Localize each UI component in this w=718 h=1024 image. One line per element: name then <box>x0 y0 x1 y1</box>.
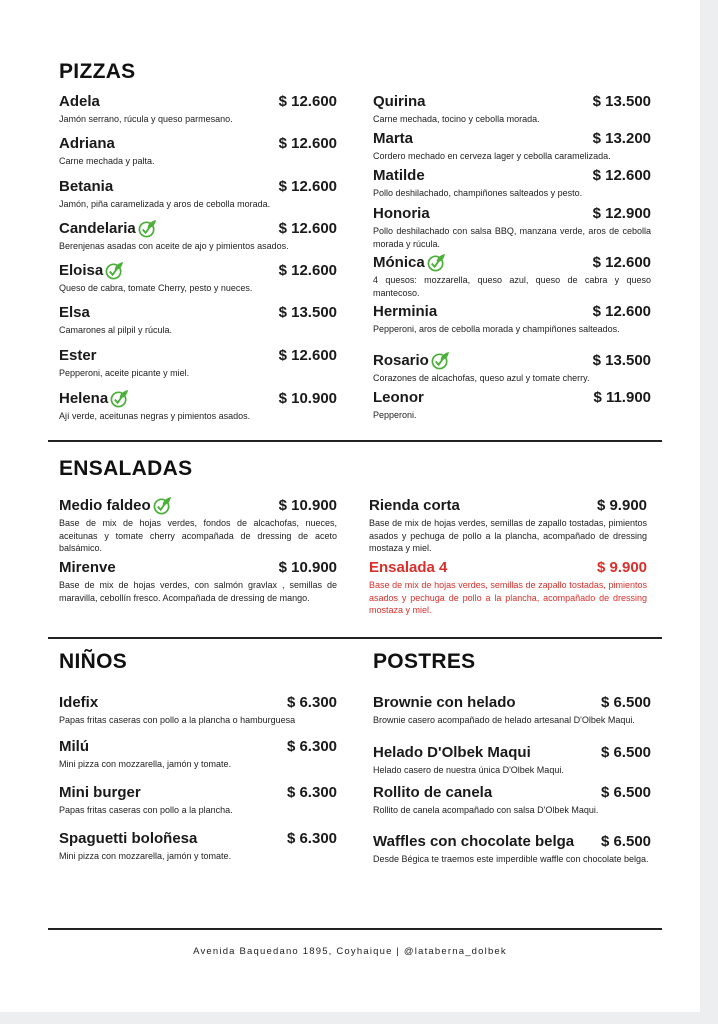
menu-item-header <box>369 496 647 514</box>
item-price: $ 6.300 <box>286 829 337 847</box>
item-name-wrap <box>373 389 424 406</box>
item-name-wrap <box>59 830 197 847</box>
menu-item <box>59 496 337 555</box>
menu-item <box>373 129 651 163</box>
menu-item <box>59 737 337 771</box>
item-name-wrap <box>373 303 437 320</box>
item-price: $ 12.600 <box>592 166 651 184</box>
menu-item-header <box>369 558 647 576</box>
item-name: Betania <box>59 177 114 195</box>
menu-item <box>369 558 647 617</box>
item-description: Papas fritas caseras con pollo a la plancha o hamburguesa <box>59 715 296 725</box>
menu-item <box>373 693 651 727</box>
item-price: $ 10.900 <box>278 558 337 576</box>
item-description: Cordero mechado en cerveza lager y cebolla caramelizada. <box>373 151 611 161</box>
menu-item-header <box>59 693 337 711</box>
item-name-wrap <box>373 167 425 184</box>
item-price: $ 12.600 <box>278 346 337 364</box>
item-name-wrap <box>369 559 447 576</box>
menu-item-header <box>59 303 337 321</box>
menu-item <box>373 388 651 422</box>
menu-item-header <box>59 92 337 110</box>
item-name: Marta <box>373 129 414 147</box>
item-description: Desde Bégica te traemos este imperdible waffle con chocolate belga. <box>373 854 649 864</box>
item-name-wrap <box>373 130 413 147</box>
item-description: Mini pizza con mozzarella, jamón y tomate. <box>59 759 232 769</box>
section-title-postres: POSTRES <box>373 650 476 673</box>
menu-item <box>59 134 337 168</box>
item-description: Corazones de alcachofas, queso azul y tomate cherry. <box>373 373 590 383</box>
menu-item <box>373 832 651 866</box>
item-name-wrap <box>59 347 97 364</box>
menu-item <box>373 743 651 777</box>
menu-item-header <box>373 92 651 110</box>
menu-item <box>59 92 337 126</box>
leaf-check-icon <box>110 389 129 408</box>
item-name-wrap <box>59 93 100 110</box>
item-name-wrap <box>59 178 113 195</box>
item-name-wrap <box>369 497 460 514</box>
leaf-check-icon <box>431 351 450 370</box>
menu-item <box>369 496 647 555</box>
item-description: Camarones al pilpil y rúcula. <box>59 325 173 335</box>
menu-item-header <box>59 261 337 279</box>
item-price: $ 12.600 <box>278 92 337 110</box>
item-description: Mini pizza con mozzarella, jamón y tomate. <box>59 851 232 861</box>
item-name: Matilde <box>373 166 425 184</box>
menu-item <box>373 166 651 200</box>
item-description: Pepperoni, aceite picante y miel. <box>59 368 190 378</box>
item-name: Mónica <box>373 253 425 271</box>
item-name: Helena <box>59 389 109 407</box>
item-description: Berenjenas asadas con aceite de ajo y pimientos asados. <box>59 241 289 251</box>
item-name: Rienda corta <box>369 496 460 514</box>
item-name-wrap <box>59 559 116 576</box>
item-description: Jamón, piña caramelizada y aros de cebolla morada. <box>59 199 271 209</box>
menu-item-header <box>59 219 337 237</box>
item-name: Spaguetti boloñesa <box>59 829 198 847</box>
item-description: Base de mix de hojas verdes, semillas de zapallo tostadas, pimientos asados y pechuga de pollo a la plancha, acompañado de dressing mostaza y miel. <box>369 580 647 615</box>
item-name-wrap <box>59 496 172 515</box>
item-description: Pepperoni. <box>373 410 417 420</box>
item-description: Base de mix de hojas verdes, fondos de alcachofas, nueces, aceitunas y tomate cherry acompañada de dressing de aceto balsámico. <box>59 518 337 553</box>
menu-item <box>59 558 337 604</box>
item-price: $ 6.300 <box>286 737 337 755</box>
item-description: Carne mechada, tocino y cebolla morada. <box>373 114 540 124</box>
menu-item-header <box>59 558 337 576</box>
item-price: $ 10.900 <box>278 496 337 514</box>
item-description: Base de mix de hojas verdes, semillas de zapallo tostadas, pimientos asados y pechuga de pollo a la plancha, acompañado de dressing mostaza y miel. <box>369 518 647 553</box>
footer-address: Avenida Baquedano 1895, Coyhaique | @lataberna_dolbek <box>193 946 507 957</box>
menu-item-header <box>373 832 651 850</box>
leaf-check-icon <box>427 253 446 272</box>
section-title-ensaladas: ENSALADAS <box>59 457 193 480</box>
menu-item <box>373 302 651 336</box>
leaf-check-icon <box>105 261 124 280</box>
item-name: Rollito de canela <box>373 783 493 801</box>
leaf-check-icon <box>138 219 157 238</box>
item-price: $ 9.900 <box>596 558 647 576</box>
item-price: $ 12.600 <box>592 253 651 271</box>
item-name-wrap <box>59 261 124 280</box>
item-price: $ 12.600 <box>278 177 337 195</box>
item-name-wrap <box>59 738 89 755</box>
item-name: Idefix <box>59 693 99 711</box>
item-description: Papas fritas caseras con pollo a la plancha. <box>59 805 233 815</box>
item-price: $ 10.900 <box>278 389 337 407</box>
item-price: $ 13.200 <box>592 129 651 147</box>
menu-item-header <box>59 496 337 514</box>
item-name-wrap <box>59 135 115 152</box>
item-name: Honoria <box>373 204 430 222</box>
menu-item <box>59 261 337 295</box>
item-price: $ 11.900 <box>593 388 651 406</box>
menu-item-header <box>59 783 337 801</box>
item-name-wrap <box>373 744 531 761</box>
item-name: Adriana <box>59 134 115 152</box>
menu-item <box>373 253 651 299</box>
item-name: Mini burger <box>59 783 141 801</box>
item-name: Quirina <box>373 92 426 110</box>
menu-item-header <box>373 351 651 369</box>
item-price: $ 9.900 <box>596 496 647 514</box>
item-name-wrap <box>373 93 426 110</box>
item-name: Rosario <box>373 351 429 369</box>
item-name: Adela <box>59 92 100 110</box>
menu-item-header <box>373 204 651 222</box>
menu-item <box>373 204 651 250</box>
item-price: $ 12.600 <box>592 302 651 320</box>
menu-item <box>59 829 337 863</box>
menu-item <box>373 92 651 126</box>
item-description: Rollito de canela acompañado con salsa D'Olbek Maqui. <box>373 805 599 815</box>
section-title-pizzas: PIZZAS <box>59 60 136 83</box>
item-name: Elsa <box>59 303 90 321</box>
item-description: Jamón serrano, rúcula y queso parmesano. <box>59 114 233 124</box>
menu-item <box>59 346 337 380</box>
menu-item-header <box>59 177 337 195</box>
item-name: Candelaria <box>59 219 136 237</box>
item-name: Helado D'Olbek Maqui <box>373 743 531 761</box>
item-name: Ester <box>59 346 97 364</box>
item-price: $ 6.300 <box>286 783 337 801</box>
item-name: Milú <box>59 737 89 755</box>
item-name-wrap <box>373 205 430 222</box>
menu-item <box>59 783 337 817</box>
menu-item-header <box>373 693 651 711</box>
item-name: Ensalada 4 <box>369 558 448 576</box>
item-name: Medio faldeo <box>59 496 151 514</box>
menu-item-header <box>59 134 337 152</box>
item-price: $ 13.500 <box>592 351 651 369</box>
item-name: Mirenve <box>59 558 116 576</box>
item-name-wrap <box>373 351 450 370</box>
item-name: Leonor <box>373 388 424 406</box>
item-description: 4 quesos: mozzarella, queso azul, queso de cabra y queso mantecoso. <box>373 275 651 298</box>
menu-item-header <box>59 737 337 755</box>
item-price: $ 12.600 <box>278 219 337 237</box>
item-description: Queso de cabra, tomate Cherry, pesto y nueces. <box>59 283 253 293</box>
item-name-wrap <box>59 304 90 321</box>
menu-item-header <box>373 253 651 271</box>
menu-item-header <box>373 129 651 147</box>
item-price: $ 12.600 <box>278 134 337 152</box>
item-name: Waffles con chocolate belga <box>373 832 575 850</box>
item-price: $ 6.300 <box>286 693 337 711</box>
item-name: Herminia <box>373 302 438 320</box>
menu-item <box>373 783 651 817</box>
item-name-wrap <box>373 833 574 850</box>
item-name: Eloisa <box>59 261 104 279</box>
item-description: Carne mechada y palta. <box>59 156 155 166</box>
item-price: $ 6.500 <box>600 832 651 850</box>
menu-item <box>59 177 337 211</box>
menu-item <box>59 219 337 253</box>
divider <box>48 440 662 442</box>
menu-item-header <box>59 389 337 407</box>
item-price: $ 12.600 <box>278 261 337 279</box>
item-price: $ 6.500 <box>600 693 651 711</box>
item-description: Helado casero de nuestra única D'Olbek Maqui. <box>373 765 564 775</box>
item-name-wrap <box>59 219 157 238</box>
menu-item <box>373 351 651 385</box>
item-name-wrap <box>373 253 446 272</box>
menu-item-header <box>373 783 651 801</box>
menu-item <box>59 389 337 423</box>
leaf-check-icon <box>153 496 172 515</box>
item-price: $ 12.900 <box>592 204 651 222</box>
item-price: $ 13.500 <box>592 92 651 110</box>
item-price: $ 6.500 <box>600 743 651 761</box>
item-name: Brownie con helado <box>373 693 516 711</box>
menu-item-header <box>373 388 651 406</box>
menu-item-header <box>373 166 651 184</box>
item-name-wrap <box>373 694 516 711</box>
menu-item-header <box>373 302 651 320</box>
item-name-wrap <box>373 784 492 801</box>
item-price: $ 6.500 <box>600 783 651 801</box>
item-description: Ají verde, aceitunas negras y pimientos asados. <box>59 411 251 421</box>
divider <box>48 928 662 930</box>
menu-item <box>59 693 337 727</box>
item-name-wrap <box>59 389 129 408</box>
item-description: Pollo deshilachado con salsa BBQ, manzana verde, aros de cebolla morada y rúcula. <box>373 226 651 249</box>
menu-item <box>59 303 337 337</box>
item-name-wrap <box>59 694 98 711</box>
item-name-wrap <box>59 784 141 801</box>
section-title-ninos: NIÑOS <box>59 650 128 673</box>
item-description: Pepperoni, aros de cebolla morada y champiñones salteados. <box>373 324 620 334</box>
menu-item-header <box>59 346 337 364</box>
item-price: $ 13.500 <box>278 303 337 321</box>
menu-item-header <box>59 829 337 847</box>
item-description: Base de mix de hojas verdes, con salmón gravlax , semillas de maravilla, cebollín fresco. Acompañada de dressing de mango. <box>59 580 337 603</box>
item-description: Pollo deshilachado, champiñones salteados y pesto. <box>373 188 583 198</box>
divider <box>48 637 662 639</box>
item-description: Brownie casero acompañado de helado artesanal D'Olbek Maqui. <box>373 715 635 725</box>
menu-item-header <box>373 743 651 761</box>
